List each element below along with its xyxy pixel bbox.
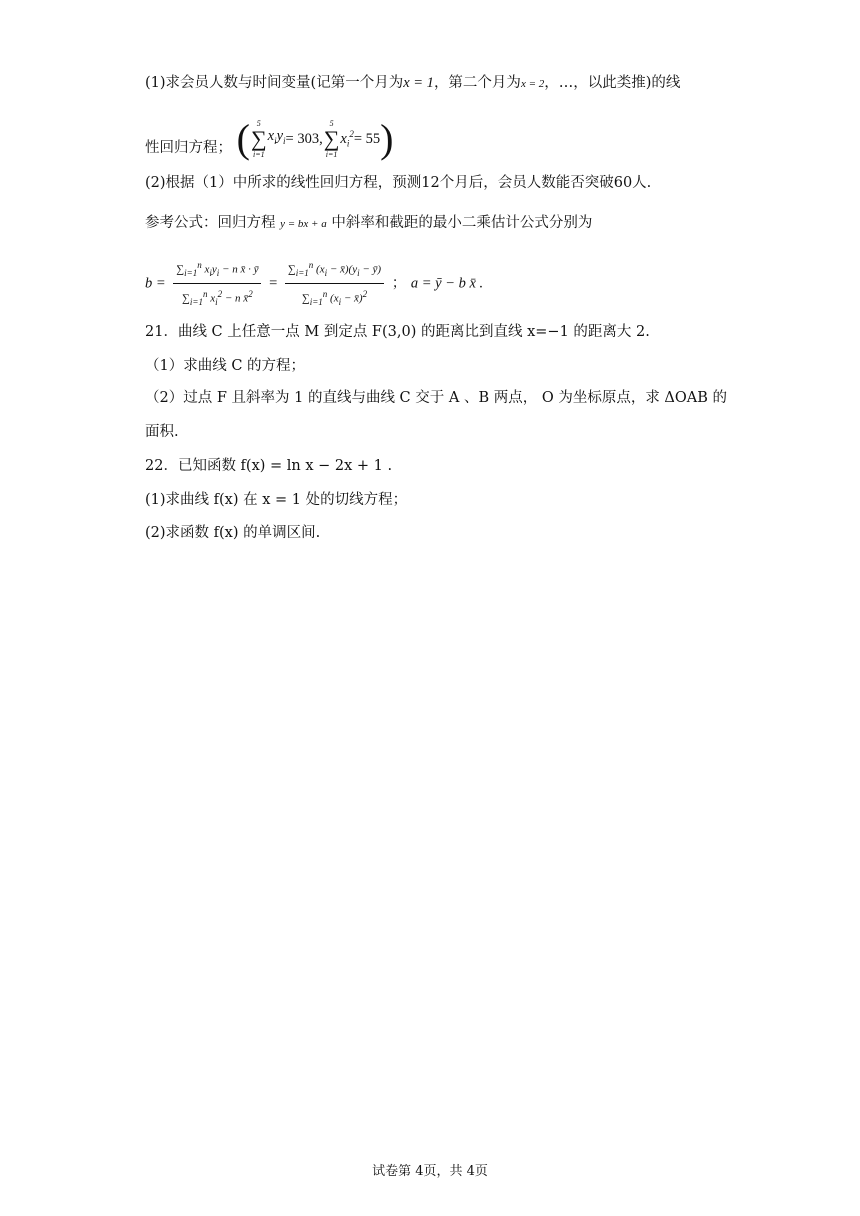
q20-part1-text-b: ，第二个月为 bbox=[433, 75, 521, 91]
b-fraction-2: $\frac{\sum_{i=1}^n (x_i - x̄)(y_i - ȳ)}{\sum_{i=1}^n (x_i - x̄)^2}$ bbox=[285, 255, 384, 312]
sigma-2: 5 ∑ i=1 bbox=[323, 118, 340, 159]
q20-part1-text-c: ，…，以此类推)的线 bbox=[544, 75, 681, 91]
q20-part1-text-d: 性回归方程； bbox=[145, 139, 232, 156]
q20-part1-line2 bbox=[145, 112, 394, 170]
b-lhs: b = bbox=[145, 275, 166, 292]
equals-sign: = bbox=[269, 275, 278, 292]
q20-part1-text-a: (1)求会员人数与时间变量(记第一个月为 bbox=[145, 75, 404, 91]
q20-part1-line1 bbox=[145, 73, 680, 94]
sum1-value: = 303, bbox=[285, 130, 323, 147]
regression-equation: y = bx + a bbox=[280, 218, 327, 230]
b-fraction-1: $\frac{\sum_{i=1}^n x_iy_i - n x̄ \cdot ȳ}{\sum_{i=1}^n x_i^2 - n x̄^2}$ bbox=[173, 255, 261, 312]
ref-text-b: 中斜率和截距的最小二乘估计公式分别为 bbox=[331, 215, 593, 231]
q20-part2: (2)根据（1）中所求的线性回归方程，预测12个月后，会员人数能否突破60人. bbox=[145, 175, 652, 191]
ref-text-a: 参考公式：回归方程 bbox=[145, 215, 276, 231]
q21-part1: （1）求曲线 C 的方程； bbox=[145, 358, 306, 374]
page-footer: 试卷第 4页，共 4页 bbox=[372, 1164, 488, 1179]
q22-part1: (1)求曲线 f(x) 在 x = 1 处的切线方程； bbox=[145, 492, 408, 508]
given-sums: ( 5 ∑ i=1 $x_iy_i$ = 303, 5 ∑ i=1 $x_i^2$ = 55 ) bbox=[236, 115, 394, 161]
q21-stem: 21．曲线 C 上任意一点 M 到定点 F(3,0) 的距离比到直线 x=−1 的距离大 2. bbox=[145, 324, 650, 340]
q21-part2: （2）过点 F 且斜率为 1 的直线与曲线 C 交于 A 、B 两点， O 为坐标原点，求 ΔOAB 的 bbox=[145, 390, 728, 406]
a-formula: a = ȳ − b x̄ . bbox=[410, 275, 484, 292]
semicolon: ； bbox=[391, 275, 407, 292]
sum2-value: = 55 bbox=[353, 130, 381, 147]
q20-part1-eq2: x = 2 bbox=[520, 78, 545, 90]
q20-part1-eq1: x = 1 bbox=[403, 75, 434, 91]
least-squares-formulas bbox=[145, 255, 483, 312]
q21-part2-cont: 面积. bbox=[145, 424, 179, 440]
reference-formula-intro bbox=[145, 213, 592, 234]
sigma-1: 5 ∑ i=1 bbox=[250, 118, 267, 159]
q22-stem: 22．已知函数 f(x) = ln x − 2x + 1 . bbox=[145, 458, 393, 474]
q22-part2: (2)求函数 f(x) 的单调区间. bbox=[145, 525, 321, 541]
